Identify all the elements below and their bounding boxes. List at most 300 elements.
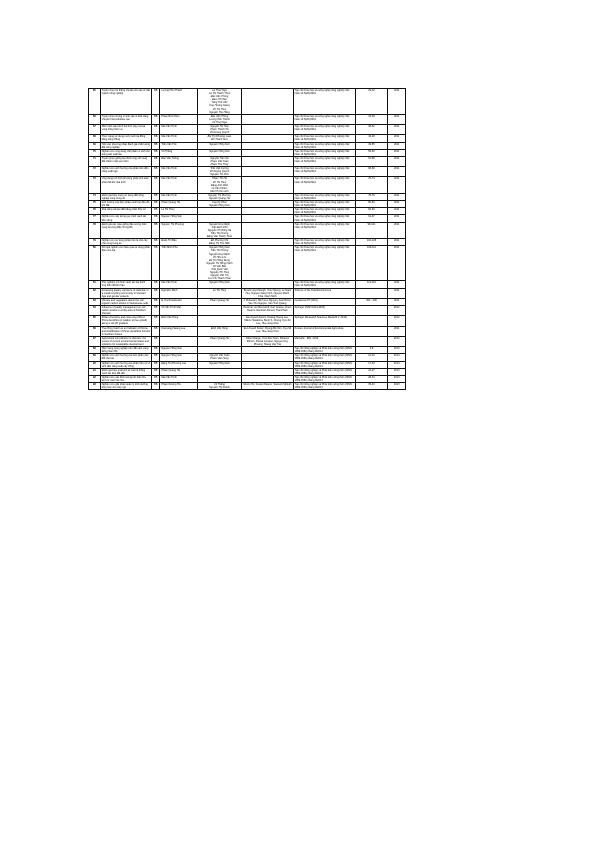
editor-name: Vũ Thị Thuỷ xyxy=(212,180,227,184)
publication-table xyxy=(88,88,406,390)
editor-name: Vũ Hữu Lộc xyxy=(212,255,227,259)
coauthors: Dilon Orange, Tran Duc Toan, Flintend Zilmen, Pascal Jouquet, Nguyen Duy Phuong, Hoang Van Trai xyxy=(242,336,293,346)
coauthors xyxy=(242,354,293,361)
editor-name: Trần Thị Hương xyxy=(210,231,229,235)
editor-name: Nguyễn Tâm Hà xyxy=(210,156,229,160)
pages: 98-101 xyxy=(355,222,388,238)
editor-name: Cao Kỳ Phúc xyxy=(212,201,227,205)
coauthors xyxy=(242,208,293,215)
editor-name: Vũ Dương Quỳnh xyxy=(209,170,230,174)
editor-name: Trần Đình Phố xyxy=(211,225,228,229)
year: 2011 xyxy=(388,135,406,142)
journal: Tạp chí Khoa học và công nghệ nông nghiệp Việt Nam số 5(26)/2011 xyxy=(293,281,355,288)
editor-name: Lương Hữu Thành xyxy=(209,117,230,121)
pages: 61-68 xyxy=(355,156,388,166)
editor-name: Cao Hương Giang xyxy=(209,104,230,108)
coauthors xyxy=(242,193,293,200)
editor-name: Đặng Anh Minh xyxy=(210,183,229,187)
editor-name: Nguyễn Thu Hằng xyxy=(209,110,230,114)
editors-cell xyxy=(197,177,241,193)
publication-type: BB xyxy=(152,208,160,215)
journal: Springer (ISSN 1614-4031) xyxy=(293,306,355,316)
editors-cell xyxy=(197,298,241,305)
editors-cell xyxy=(197,375,241,382)
coauthors xyxy=(242,347,293,354)
year: 2011 xyxy=(388,149,406,156)
year: 2011 xyxy=(388,114,406,124)
editors-cell xyxy=(197,208,241,215)
publication-title: Hiện trạng nông nghiệp trên đất xám vùng Đông Nam Bộ xyxy=(100,347,151,354)
journal: Tạp chí Khoa học và công nghệ nông nghiệp Việt Nam số 5(26)/2011 xyxy=(293,142,355,149)
row-number: 70 xyxy=(89,149,101,156)
publication-title: Nghiên cứu ảnh hưởng của bón phân cân đối cho lúa xyxy=(100,354,151,361)
publication-type: BB xyxy=(152,114,160,124)
lead-author: Đặng Thị Phương Lan xyxy=(160,361,197,368)
editors-cell xyxy=(197,193,241,200)
table-row xyxy=(89,354,406,361)
journal: Tạp chí Khoa học và công nghệ nông nghiệp Việt Nam số 5(26)/2011 xyxy=(293,222,355,238)
coauthors xyxy=(242,167,293,177)
coauthors xyxy=(242,375,293,382)
editor-name: Nguyễn Hồng Sơn xyxy=(209,281,230,285)
editor-name: Nguyễn Văn Tới xyxy=(210,274,229,278)
coauthors xyxy=(242,368,293,375)
journal: Tạp chí Nông nghiệp và Phát triển nông thôn (ISSN 1859-4581) tháng 8/2013 xyxy=(293,368,355,375)
pages: 35-40 xyxy=(355,383,388,390)
editors-cell xyxy=(197,368,241,375)
publication-type: BB xyxy=(152,156,160,166)
coauthors xyxy=(242,246,293,281)
editor-name: Phạm Quang Hà xyxy=(210,298,229,302)
pages: 49-55 xyxy=(355,142,388,149)
editor-name: Đào Văn Thông xyxy=(210,95,229,99)
row-number: 92 xyxy=(89,375,101,382)
pages xyxy=(355,326,388,336)
lead-author: Trần Văn Thể xyxy=(160,142,197,149)
table-row xyxy=(89,246,406,281)
pages: 29-32 xyxy=(355,89,388,115)
editors-cell xyxy=(197,239,241,246)
editor-name: Tăng Thế Văn xyxy=(211,101,228,105)
lead-author: Mai Văn Trịnh xyxy=(160,281,197,288)
coauthors: Simon Ho, Susant Rasner, Sasnetti Sithiuth xyxy=(242,383,293,390)
table-row xyxy=(89,193,406,200)
publication-title: Assessing dietary exposure of cadmium in a metal recycling community in Vietnam: Age and gender aspects xyxy=(100,288,151,298)
editors-cell xyxy=(197,201,241,208)
coauthors: J. Pinkerant, Minh Luu Nguyen, Axel Rixon, Van Thu Nguyen, Van Tran Quang xyxy=(243,298,292,305)
journal: Science of the Total Environment xyxy=(293,288,355,298)
editors-cell xyxy=(197,288,241,298)
publication-title: Nghiên cứu xây dựng quy trình canh tác bền vững xyxy=(100,215,151,222)
editor-name: Lê Thị Thanh Thuỷ xyxy=(208,92,230,96)
year: 2012 xyxy=(388,336,406,346)
editor-name: Đỗ Thanh Sơn xyxy=(211,138,228,142)
publication-title: Influence of paddy management on soil carbon stocks in a hilly area of Northern Vietnam xyxy=(100,306,151,316)
lead-author: Đào Văn Thông xyxy=(160,156,197,166)
lead-author: Nguyễn Hồng Sơn xyxy=(160,215,197,222)
editor-name: Đỗ Thị Hồng Dung xyxy=(209,258,230,262)
editor-name: Đào Văn Thông xyxy=(210,114,229,118)
journal: Marseille - IRD, 2012 xyxy=(293,336,355,346)
row-number: 66 xyxy=(89,114,101,124)
year: 2011 xyxy=(388,215,406,222)
coauthors xyxy=(242,156,293,166)
publication-title: Diễn biến sâu bệnh hại trên cây mía tại vùng trồng Sơn La xyxy=(100,125,151,135)
editors-cell xyxy=(197,89,241,115)
publication-title: Đánh giá các mẫu giống đậu tương triển vọng tại vùng Bắc Trung Bộ xyxy=(100,222,151,238)
table-row xyxy=(89,89,406,115)
publication-type: BB xyxy=(152,89,160,115)
journal: Tạp chí Khoa học và công nghệ nông nghiệp Việt Nam số 5(26)/2011 xyxy=(293,135,355,142)
editors-cell xyxy=(197,149,241,156)
journal: Tạp chí Khoa học và công nghệ nông nghiệp Việt Nam số 5(26)/2011 xyxy=(293,215,355,222)
publication-title: Tuyển chọn hệ thống chi tiêu cho tái cơ cấu ngành nông nghiệp xyxy=(100,89,151,115)
row-number: 68 xyxy=(89,135,101,142)
year: 2011 xyxy=(388,246,406,281)
editor-name: Phạm Thị Hà xyxy=(212,177,227,181)
publication-type: BB xyxy=(152,375,160,382)
editor-name: Đàm Thị Hân xyxy=(212,98,227,102)
journal: Tạp chí Khoa học và công nghệ nông nghiệp Việt Nam số 5(26)/2011 xyxy=(293,89,355,115)
lead-author: Đinh Văn Hùng xyxy=(160,316,197,326)
row-number: 67 xyxy=(89,125,101,135)
lead-author: Kwonang-Hwang Lee xyxy=(160,326,197,336)
publication-title: Agricultural soil pollution in Vietnam: the review of current environmental status and solutions for sustainable development xyxy=(100,336,151,346)
lead-author: Trần Minh Phú xyxy=(160,246,197,281)
journal: Tạp chí Khoa học và công nghệ nông nghiệp Việt Nam số 5(26)/2011 xyxy=(293,193,355,200)
row-number: 90 xyxy=(89,361,101,368)
pages: 24-27 xyxy=(355,368,388,375)
editor-name: Phạm Văn Hùng xyxy=(210,357,229,361)
publication-title: Ứng dụng mô hình phương pháp tính toán phát thải khí nhà kính xyxy=(100,177,151,193)
editor-name: Nguyễn Thị Khánh xyxy=(209,386,230,390)
publication-title: Ảnh hưởng của biện pháp canh tác đến độ phì đất xyxy=(100,201,151,208)
row-number: 71 xyxy=(89,156,101,166)
publication-type: BB xyxy=(152,298,160,305)
year: 2011 xyxy=(388,281,406,288)
publication-type: BB xyxy=(152,239,160,246)
row-number: 74 xyxy=(89,193,101,200)
editor-name: Đặng Văn Thanh Thảo xyxy=(206,235,233,239)
lead-author: Lương Hữu Thành xyxy=(160,89,197,115)
row-number: 88 xyxy=(89,347,101,354)
editors-cell xyxy=(197,347,241,354)
editor-name: Nguyễn Thị Hồng Hạnh xyxy=(206,261,233,265)
publication-title: Kết quả nghiên cứu hiệu quả sử dụng phân đạm cho lúa xyxy=(100,246,151,281)
coauthors xyxy=(242,89,293,115)
publication-type: BB xyxy=(152,281,160,288)
publication-type: BB xyxy=(152,347,160,354)
editor-name: Nguyễn Thị Thuỷ xyxy=(209,271,229,275)
publication-type: BB xyxy=(152,193,160,200)
editors-cell xyxy=(197,114,241,124)
year: 2011 xyxy=(388,177,406,193)
lead-author: Mai Văn Trịnh xyxy=(160,375,197,382)
lead-author: Phạm Quang Hà xyxy=(160,368,197,375)
table-row xyxy=(89,347,406,354)
editor-name: Đặng Thị Thu Hiền xyxy=(208,242,230,246)
row-number: 69 xyxy=(89,142,101,149)
editor-name: Nguyễn Thị Huệ xyxy=(210,125,229,129)
editor-name: Vũ Thắng xyxy=(214,383,225,387)
lead-author: Mai Văn Trịnh xyxy=(160,177,197,193)
table-row xyxy=(89,361,406,368)
pages xyxy=(355,316,388,326)
row-number: 72 xyxy=(89,167,101,177)
pages: 3-8 xyxy=(355,347,388,354)
publication-table-body xyxy=(89,89,406,390)
table-row xyxy=(89,239,406,246)
table-row xyxy=(89,306,406,316)
journal: Tạp chí Nông nghiệp và Phát triển nông thôn (ISSN 1859-4581) tháng 8/2013 xyxy=(293,361,355,368)
editors-cell xyxy=(197,142,241,149)
editors-cell xyxy=(197,361,241,368)
editors-cell xyxy=(197,156,241,166)
pages: 43-48 xyxy=(355,135,388,142)
lead-author: Mai Văn Trịnh xyxy=(160,167,197,177)
pages: 70-74 xyxy=(355,177,388,193)
lead-author: R. Pochmatzenski xyxy=(160,298,197,305)
journal: Springer (Research Sciences Media B.V. 2012) xyxy=(293,316,355,326)
pages: 102-108 xyxy=(355,239,388,246)
journal: Tạp chí Khoa học và công nghệ nông nghiệp Việt Nam số 5(26)/2011 xyxy=(293,114,355,124)
journal: Tạp chí Khoa học và công nghệ nông nghiệp Việt Nam số 5(26)/2011 xyxy=(293,239,355,246)
lead-author: Nguyễn Thị Phượng xyxy=(160,222,197,238)
row-number: 78 xyxy=(89,222,101,238)
row-number: 65 xyxy=(89,89,101,115)
year: 2012 xyxy=(388,306,406,316)
editors-cell xyxy=(197,215,241,222)
coauthors xyxy=(242,222,293,238)
lead-author: Phạm Quang Hà xyxy=(160,201,197,208)
pages: 33-39 xyxy=(355,114,388,124)
table-row xyxy=(89,281,406,288)
table-row xyxy=(89,288,406,298)
row-number: 86 xyxy=(89,326,101,336)
coauthors xyxy=(242,125,293,135)
editors-cell xyxy=(197,125,241,135)
year: 2011 xyxy=(388,239,406,246)
year: 2011 xyxy=(388,125,406,135)
table-row xyxy=(89,368,406,375)
table-row xyxy=(89,336,406,346)
row-number: 82 xyxy=(89,288,101,298)
table-row xyxy=(89,125,406,135)
publication-type: BB xyxy=(152,215,160,222)
year: 2013 xyxy=(388,375,406,382)
editor-name: Phạm Thu Thuỷ xyxy=(210,163,229,167)
table-row xyxy=(89,177,406,193)
coauthors xyxy=(242,361,293,368)
editor-name: Trần Việt Cường xyxy=(210,167,229,171)
table-row xyxy=(89,149,406,156)
year: 2013 xyxy=(388,354,406,361)
row-number: 80 xyxy=(89,246,101,281)
row-number: 75 xyxy=(89,201,101,208)
editor-name: Vũ Dương Quỳnh xyxy=(209,131,230,135)
editor-name: Lưu Thị Thanh Thảo xyxy=(208,277,231,281)
year: 2011 xyxy=(388,167,406,177)
table-row xyxy=(89,326,406,336)
editor-name: Nguyễn Hồng Sơn xyxy=(209,149,230,153)
table-row xyxy=(89,142,406,149)
pages: 91-97 xyxy=(355,215,388,222)
editor-name: Nguyễn Quang Hà xyxy=(209,197,230,200)
row-number: 73 xyxy=(89,177,101,193)
table-row xyxy=(89,208,406,215)
publication-type: BB xyxy=(152,316,160,326)
table-row xyxy=(89,316,406,326)
year: 2011 xyxy=(388,193,406,200)
row-number: 84 xyxy=(89,306,101,316)
year: 2013 xyxy=(388,368,406,375)
editor-name: Đinh Văn Hùng xyxy=(210,326,228,330)
table-row xyxy=(89,201,406,208)
editor-name: Phạm Văn Toản xyxy=(210,159,229,163)
editor-name: Nguyễn Duy Mạnh xyxy=(209,222,230,226)
pages xyxy=(355,336,388,346)
lead-author: Phạm Dương Hà xyxy=(160,383,197,390)
table-row xyxy=(89,215,406,222)
editor-name: Bùi Thị Phương Loan xyxy=(207,135,232,139)
lead-author: Ngô Đức Minh xyxy=(160,288,197,298)
coauthors xyxy=(242,142,293,149)
table-row xyxy=(89,222,406,238)
coauthors xyxy=(242,201,293,208)
coauthors: Eun-Kyeoh Koocc, Byung-Bin Kim, Kyu-Sil Lee, Hue-Jong Choi xyxy=(242,326,293,336)
coauthors xyxy=(242,177,293,193)
journal: Tạp chí Nông nghiệp và Phát triển nông thôn (ISSN 1859-4581) tháng 8/2013 xyxy=(293,375,355,382)
year: 2011 xyxy=(388,156,406,166)
lead-author xyxy=(160,336,197,346)
coauthors xyxy=(242,114,293,124)
coauthors xyxy=(242,149,293,156)
journal: Tạp chí Khoa học và công nghệ nông nghiệp Việt Nam số 5(26)/2011 xyxy=(293,167,355,177)
editor-name: Nguyễn Duy Mạnh xyxy=(209,252,230,256)
editor-name: Trần Quốc Việt xyxy=(211,267,228,271)
lead-author: Phạm Bích Hiên xyxy=(160,114,197,124)
lead-author: Vũ Thắng xyxy=(160,149,197,156)
publication-title: Nghiên cứu sử dụng phân bón lá cho cây chè vùng trung du xyxy=(100,239,151,246)
publication-type: BB xyxy=(152,306,160,316)
journal: Tạp chí Nông nghiệp và Phát triển nông thôn (ISSN 1859-4581) tháng 8/2013 xyxy=(293,383,355,390)
row-number: 83 xyxy=(89,298,101,305)
journal: Tạp chí Khoa học và công nghệ nông nghiệp Việt Nam số 5(26)/2011 xyxy=(293,177,355,193)
publication-title: Tiếp cận phương pháp đánh giá chất lượng đất nông nghiệp xyxy=(101,142,151,149)
publication-title: Pollen chemistry and cross-ring 15N of Pinus densiflora in relation to tree growth along a soil pH gradient xyxy=(100,316,151,326)
year: 2012 xyxy=(388,316,406,326)
journal: Tạp chí Khoa học và công nghệ nông nghiệp Việt Nam số 5(26)/2011 xyxy=(293,246,355,281)
pages: 112-116 xyxy=(355,281,388,288)
editors-cell xyxy=(197,316,241,326)
journal: Tạp chí Khoa học và công nghệ nông nghiệp Việt Nam số 5(26)/2011 xyxy=(293,208,355,215)
publication-type: BB xyxy=(152,354,160,361)
journal: Tạp chí Khoa học và công nghệ nông nghiệp Việt Nam số 5(26)/2011 xyxy=(293,201,355,208)
editors-cell xyxy=(197,336,241,346)
publication-title: Tuyển chọn giống lúa thích ứng với vùng đất nhiễm mặn ven biển xyxy=(100,156,151,166)
publication-type: BB xyxy=(152,368,160,375)
editors-cell xyxy=(197,167,241,177)
publication-title: Thực trạng sử dụng nước tưới tại đồng bằng sông Hồng xyxy=(100,135,151,142)
editor-name: Đỗ Phương Chi xyxy=(210,239,229,243)
year: 2011 xyxy=(388,288,406,298)
editor-name: Vũ Thị Thuỷ xyxy=(212,107,227,111)
editor-name: Nguyễn Hồng Sơn xyxy=(209,204,230,208)
publication-type: BB xyxy=(152,336,160,346)
coauthors: Reinmar von Bernstorff, Kurt Grasse, Dnen Hearns, Reinhart Ahmed, Thai Pham xyxy=(242,306,293,316)
publication-title: Nghiên cứu ảnh hưởng của phân bón đến năng suất ngô xyxy=(100,167,151,177)
pages: 28-34 xyxy=(355,375,388,382)
publication-type: BB xyxy=(152,222,160,238)
pages: 38-42 xyxy=(355,125,388,135)
coauthors xyxy=(242,215,293,222)
publication-type: BB xyxy=(152,326,160,336)
lead-author: Nguyễn Hồng Sơn xyxy=(160,347,197,354)
year: 2011 xyxy=(388,222,406,238)
journal: Tạp chí Nông nghiệp và Phát triển nông thôn (ISSN 1859-4581) tháng 8/2013 xyxy=(293,347,355,354)
pages: 68-69 xyxy=(355,167,388,177)
year: 2011 xyxy=(388,201,406,208)
editors-cell xyxy=(197,354,241,361)
publication-type: BB xyxy=(152,246,160,281)
coauthors: Bryant Lloyd Nangh, Yiuu Nyleng, Le Ngoc Huy, Nguyen Dang Vinh, Nguyen Manh Khai, Danh Minh xyxy=(242,288,293,298)
row-number: 81 xyxy=(89,281,101,288)
row-number: 76 xyxy=(89,208,101,215)
year: 2011 xyxy=(388,326,406,336)
publication-type: BB xyxy=(152,288,160,298)
table-row xyxy=(89,383,406,390)
year: 2013 xyxy=(388,361,406,368)
publication-type: BB xyxy=(152,142,160,149)
editor-name: Vũ Thuý Nga xyxy=(212,120,227,124)
year: 2011 xyxy=(388,208,406,215)
table-row xyxy=(89,114,406,124)
publication-title: Thử nghiệm mô hình canh tác lúa thích ứng biến đổi khí hậu xyxy=(100,281,151,288)
year: 2011 xyxy=(388,142,406,149)
lead-author: Mai Văn Trịnh xyxy=(160,193,197,200)
pages: 17-23 xyxy=(355,361,388,368)
pages: 12-16 xyxy=(355,354,388,361)
row-number: 91 xyxy=(89,368,101,375)
pages: 75-79 xyxy=(355,193,388,200)
journal: Geoderma 87 (2011) xyxy=(293,298,355,305)
editor-name: Nguyễn Thị Hồng Hà xyxy=(207,228,232,232)
editor-name: Phạm Quang Hà xyxy=(210,336,229,340)
journal: Tạp chí Nông nghiệp và Phát triển nông thôn (ISSN 1859-4581) tháng 8/2013 xyxy=(293,354,355,361)
lead-author: Mai Văn Trịnh xyxy=(160,135,197,142)
publication-title: Nghiên cứu ứng dụng chế phẩm vi sinh vật trong sản xuất rau xyxy=(100,149,151,156)
year: 2013 xyxy=(388,347,406,354)
publication-title: Nghiên cứu giải pháp quản lý dinh dưỡng tổng hợp cho cây ngô xyxy=(100,383,151,390)
editor-name: Lê Thuý Nga xyxy=(212,89,227,92)
journal: Tạp chí Khoa học và công nghệ nông nghiệp Việt Nam số 5(26)/2011 xyxy=(293,156,355,166)
table-row xyxy=(89,135,406,142)
editor-name: Nguyễn Thị Xinh xyxy=(210,173,229,177)
editors-cell xyxy=(197,306,241,316)
editor-name: Lê Văn Khiêm xyxy=(211,186,228,190)
publication-title: Tuyển chọn chủng vi sinh vật có khả năng chuyển hoá cellulose cao xyxy=(100,114,151,124)
editor-name: Nguyễn Văn Tuấn xyxy=(209,354,230,358)
journal: Tạp chí Khoa học và công nghệ nông nghiệp Việt Nam số 5(26)/2011 xyxy=(293,125,355,135)
year: 2011 xyxy=(388,298,406,305)
editor-name: Phạm Thanh Hà xyxy=(210,128,229,132)
coauthors xyxy=(242,281,293,288)
editors-cell xyxy=(197,281,241,288)
journal: Tạp chí Khoa học và công nghệ nông nghiệp Việt Nam số 5(26)/2011 xyxy=(293,149,355,156)
editor-name: Vũ Văn Bảo xyxy=(212,264,227,268)
table-row xyxy=(89,298,406,305)
row-number: 77 xyxy=(89,215,101,222)
